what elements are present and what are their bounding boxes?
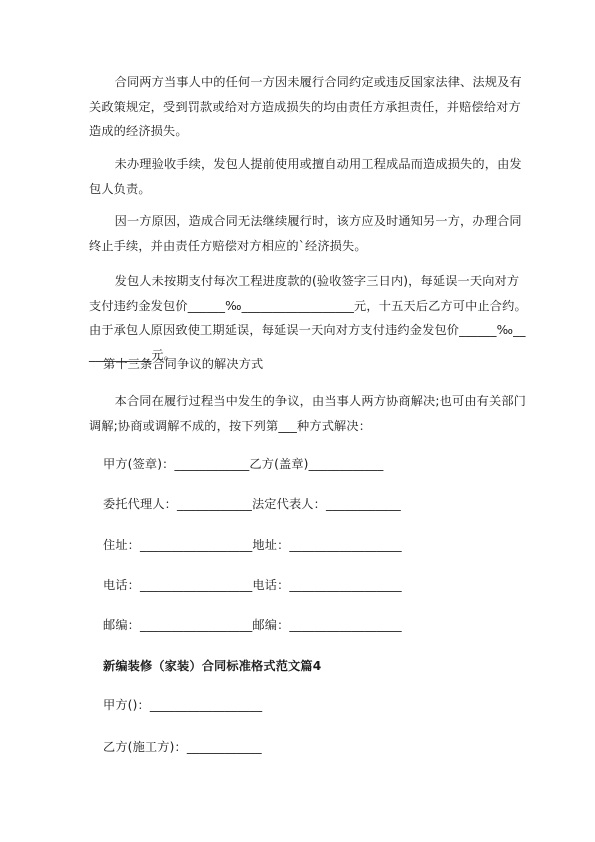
signature-line-agent: 委托代理人：____________法定代表人：____________ — [103, 497, 401, 511]
signature-line-phone: 电话：__________________电话：__________________ — [103, 578, 402, 592]
signature-line-party-a: 甲方(签章)：____________乙方(盖章)____________ — [103, 457, 384, 471]
paragraph-liability — [89, 70, 531, 144]
paragraph-acceptance — [89, 152, 531, 201]
article-13-title: 第十三条合同争议的解决方式 — [103, 357, 264, 371]
signature-line-postcode: 邮编：__________________邮编：__________________ — [103, 618, 402, 632]
paragraph-text: 发包人未按期支付每次工程进度款的(验收签字三日内)，每延误一天向对方支付违约金发包价______‰__________________元，十五天后乙方可中止合约。由于承包人原因致使工期延误，每延误一天向对方支付违约金发包价______‰____________元。 — [89, 274, 527, 362]
paragraph-text: 因一方原因，造成合同无法继续履行时，该方应及时通知另一方，办理合同终止手续，并由责任方赔偿对方相应的`经济损失。 — [89, 214, 522, 253]
paragraph-dispute — [89, 389, 531, 438]
signature-line-address: 住址：__________________地址：__________________ — [103, 538, 402, 552]
paragraph-text: 未办理验收手续，发包人提前使用或擅自动用工程成品而造成损失的，由发包人负责。 — [89, 157, 522, 196]
paragraph-penalty — [89, 269, 531, 367]
party-a-line: 甲方()：__________________ — [103, 698, 263, 712]
paragraph-termination — [89, 209, 531, 258]
section-heading: 新编装修（家装）合同标准格式范文篇4 — [103, 659, 322, 673]
party-b-line: 乙方(施工方)：____________ — [103, 740, 262, 754]
paragraph-text: 合同两方当事人中的任何一方因未履行合同约定或违反国家法律、法规及有关政策规定，受到罚款或给对方造成损失的均由责任方承担责任，并赔偿给对方造成的经济损失。 — [89, 75, 522, 138]
paragraph-text: 本合同在履行过程当中发生的争议，由当事人两方协商解决;也可由有关部门调解;协商或调解不成的，按下列第___种方式解决： — [89, 394, 527, 433]
